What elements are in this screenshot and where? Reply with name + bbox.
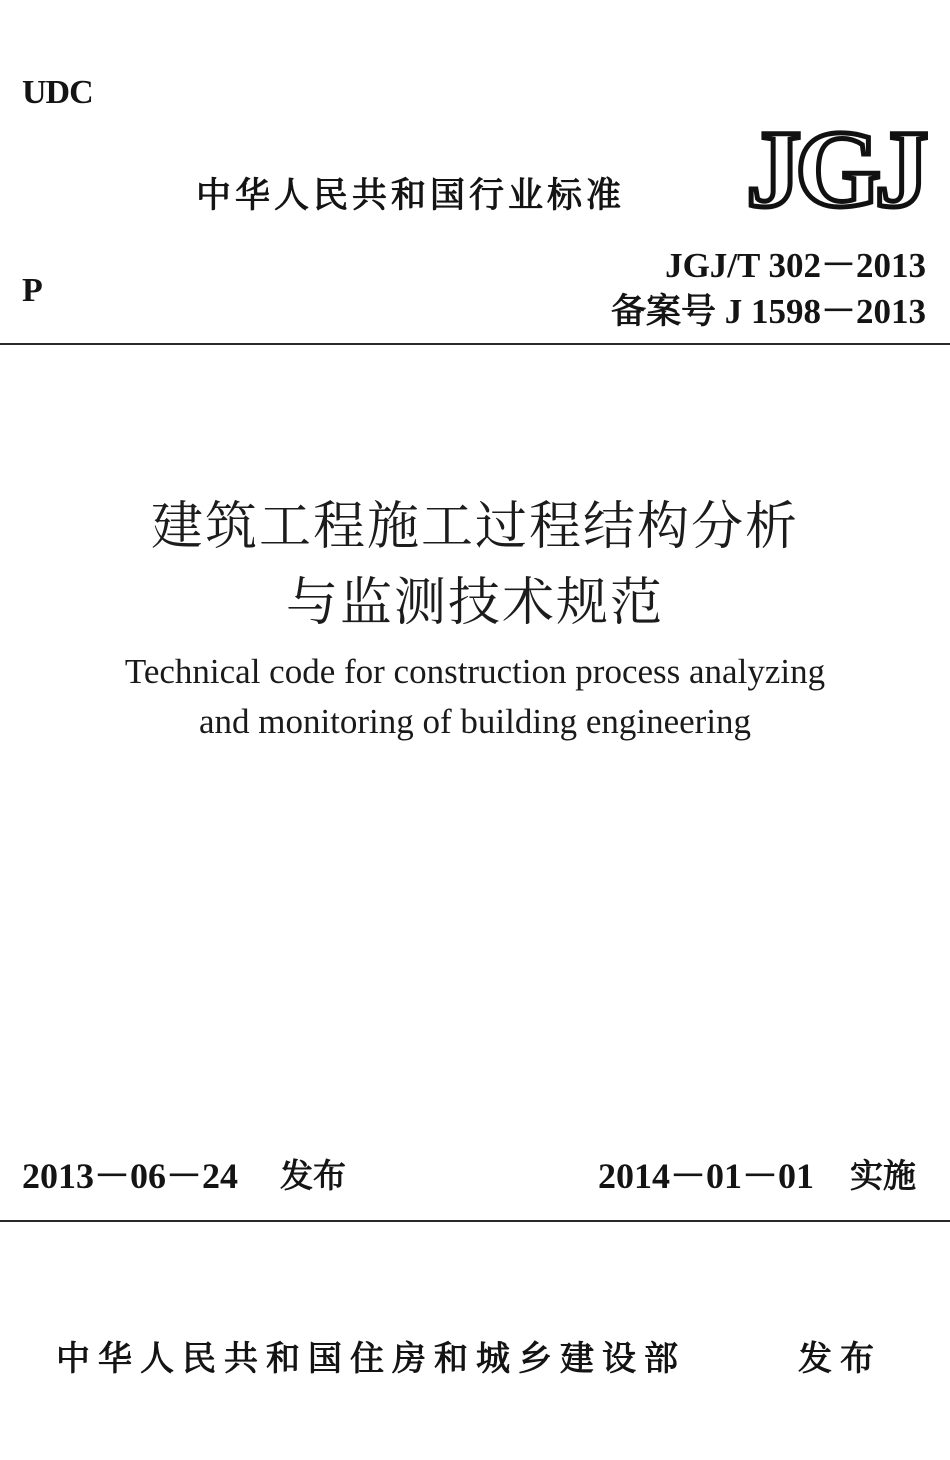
jgj-logo: [742, 116, 928, 216]
jgj-logo-text: JGJ: [746, 116, 924, 216]
standard-number: JGJ/T 302－2013: [665, 246, 926, 285]
title-cn-line2: 与监测技术规范: [285, 573, 664, 633]
bottom-divider: [0, 1220, 950, 1222]
effective-label: 实施: [850, 1156, 916, 1195]
title-en-line2: and monitoring of building engineering: [198, 702, 752, 741]
publisher-label: 发布: [798, 1339, 882, 1379]
title-en-line1: Technical code for construction process analyzing: [124, 652, 826, 691]
top-divider: [0, 343, 950, 345]
udc-label: UDC: [22, 74, 93, 111]
issue-label: 发布: [280, 1156, 346, 1195]
record-number: 备案号 J 1598－2013: [610, 292, 926, 331]
industry-standard-heading: 中华人民共和国行业标准: [196, 176, 626, 216]
effective-date: 2014－01－01: [598, 1156, 815, 1196]
publisher-name: 中华人民共和国住房和城乡建设部: [56, 1339, 686, 1379]
category-label: P: [22, 272, 43, 309]
title-cn-line1: 建筑工程施工过程结构分析: [150, 497, 799, 557]
issue-date: 2013－06－24: [22, 1156, 239, 1196]
